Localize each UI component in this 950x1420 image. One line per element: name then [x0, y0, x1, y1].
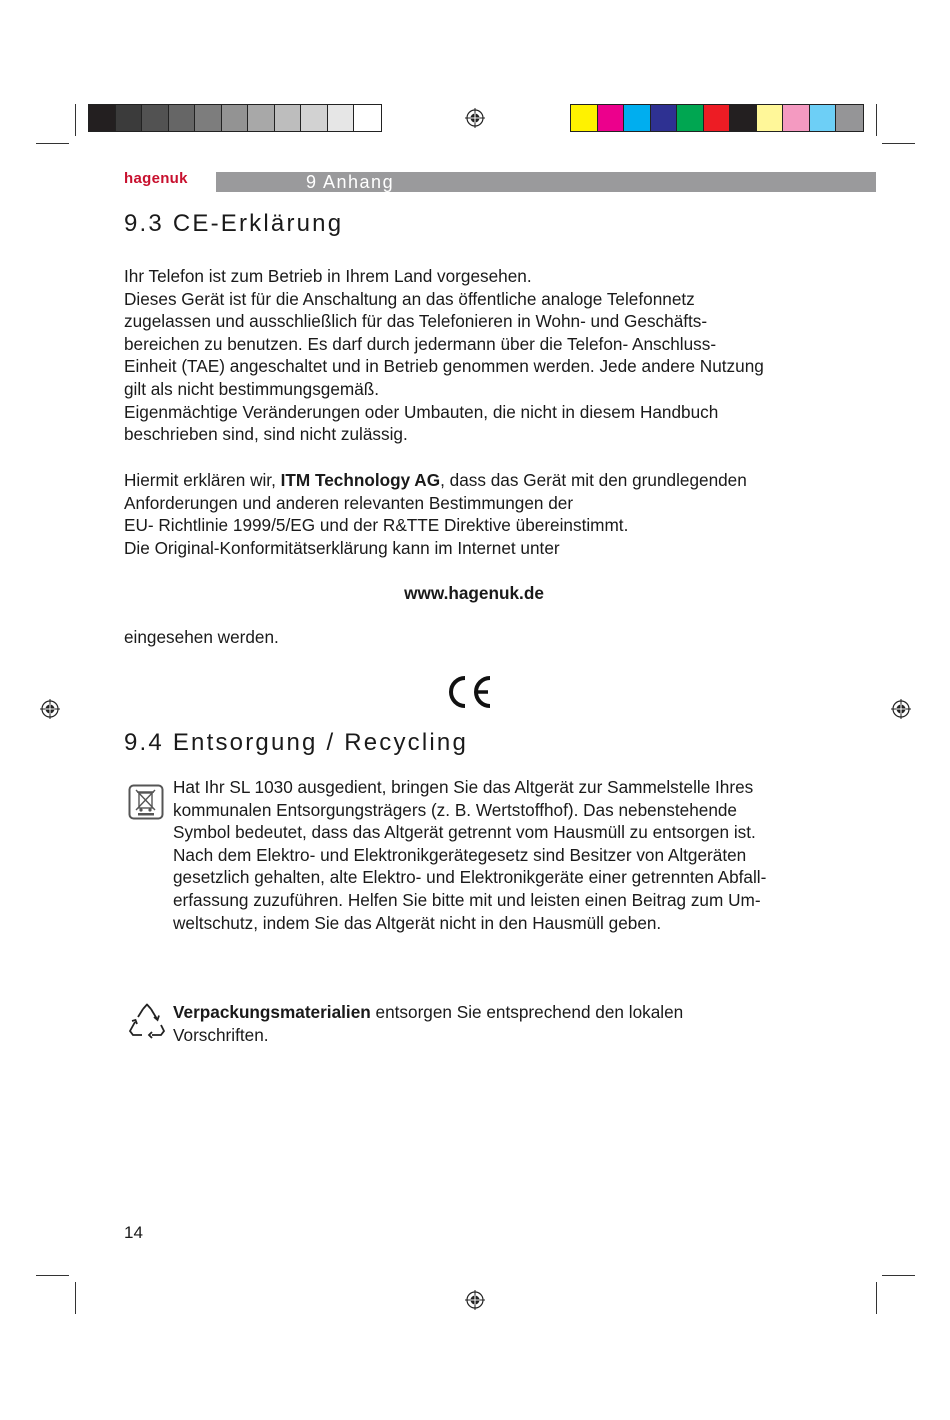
color-swatch	[142, 105, 169, 131]
text-line: gilt als nicht bestimmungsgemäß.	[124, 378, 380, 399]
color-swatch	[248, 105, 275, 131]
weee-paragraph	[173, 776, 766, 934]
text-line: gesetzlich gehalten, alte Elektro- und Elektronikgeräte einer getrennten Abfall-	[173, 867, 767, 888]
text-line: Dieses Gerät ist für die Anschaltung an das öffentliche analoge Telefonnetz	[124, 288, 695, 309]
color-swatch	[328, 105, 355, 131]
text-line: erfassung zuzuführen. Helfen Sie bitte mit und leisten einen Beitrag zum Um-	[173, 889, 761, 910]
grayscale-color-bar	[88, 104, 382, 132]
color-swatch	[730, 105, 757, 131]
text-line: Vorschriften.	[173, 1024, 269, 1045]
color-swatch	[116, 105, 143, 131]
text-line: weltschutz, indem Sie das Altgerät nicht in den Hausmüll geben.	[173, 912, 662, 933]
website-url: www.hagenuk.de	[404, 583, 544, 603]
text-span: , dass das Gerät mit den grundlegenden	[440, 470, 747, 490]
color-swatch	[704, 105, 731, 131]
color-swatch	[222, 105, 249, 131]
crop-mark	[75, 1282, 76, 1314]
crop-mark	[75, 104, 76, 136]
text-line: bereichen zu benutzen. Es darf durch jedermann über die Telefon- Anschluss-	[124, 333, 717, 354]
company-name: ITM Technology AG	[280, 470, 441, 490]
text-line: Symbol bedeutet, dass das Altgerät getrennt vom Hausmüll zu entsorgen ist.	[173, 822, 756, 843]
color-swatch	[275, 105, 302, 131]
registration-mark-icon	[40, 699, 60, 719]
crop-mark	[36, 143, 69, 144]
crop-mark	[876, 1282, 877, 1314]
color-swatch	[195, 105, 222, 131]
page-number: 14	[124, 1223, 143, 1242]
color-swatch	[354, 105, 381, 131]
brand-logo: hagenuk	[124, 170, 188, 187]
text-line: beschrieben sind, sind nicht zulässig.	[124, 424, 408, 445]
color-swatch	[677, 105, 704, 131]
color-swatch	[810, 105, 837, 131]
text-line: Die Original-Konformitätserklärung kann im Internet unter	[124, 537, 560, 558]
chapter-header-bar	[216, 172, 876, 192]
text-line: zugelassen und ausschließlich für das Telefonieren in Wohn- und Geschäfts-	[124, 311, 708, 332]
color-swatch	[169, 105, 196, 131]
color-swatch	[783, 105, 810, 131]
text-line: Anforderungen und anderen relevanten Bestimmungen der	[124, 492, 574, 513]
crop-mark	[36, 1275, 69, 1276]
color-swatch	[757, 105, 784, 131]
crossed-out-wheelie-bin-icon	[128, 784, 164, 820]
recycling-triangle-icon	[128, 1003, 166, 1039]
chapter-title: 9 Anhang	[306, 172, 395, 192]
text-line: Hat Ihr SL 1030 ausgedient, bringen Sie das Altgerät zur Sammelstelle Ihres	[173, 777, 754, 797]
text-line: Nach dem Elektro- und Elektronikgerätegesetz sind Besitzer von Altgeräten	[173, 844, 747, 865]
registration-mark-icon	[465, 108, 485, 128]
section-title-recycling: 9.4 Entsorgung / Recycling	[124, 729, 469, 756]
registration-mark-icon	[891, 699, 911, 719]
text-line	[173, 1001, 683, 1024]
crop-mark	[882, 143, 915, 144]
packaging-paragraph	[173, 1001, 683, 1046]
color-swatch	[651, 105, 678, 131]
ce-paragraph-2	[124, 469, 747, 559]
ce-paragraph-3: eingesehen werden.	[124, 627, 279, 647]
text-span: entsorgen Sie entsprechend den lokalen	[370, 1002, 684, 1022]
color-swatch	[571, 105, 598, 131]
color-swatch	[89, 105, 116, 131]
registration-mark-icon	[465, 1290, 485, 1310]
packaging-term: Verpackungsmaterialien	[173, 1002, 371, 1022]
ce-paragraph-1	[124, 265, 764, 446]
color-swatch	[301, 105, 328, 131]
text-line	[124, 469, 747, 492]
ce-mark-icon	[446, 675, 494, 709]
color-swatch	[598, 105, 625, 131]
crop-mark	[876, 104, 877, 136]
text-line: EU- Richtlinie 1999/5/EG und der R&TTE Direktive übereinstimmt.	[124, 515, 629, 536]
text-line: kommunalen Entsorgungsträgers (z. B. Wertstoffhof). Das nebenstehende	[173, 799, 737, 820]
color-swatch	[836, 105, 863, 131]
text-line: Eigenmächtige Veränderungen oder Umbauten, die nicht in diesem Handbuch	[124, 401, 719, 422]
text-span: Hiermit erklären wir,	[124, 470, 281, 490]
color-swatch	[624, 105, 651, 131]
text-line: Einheit (TAE) angeschaltet und in Betrieb genommen werden. Jede andere Nutzung	[124, 356, 764, 377]
text-line: Ihr Telefon ist zum Betrieb in Ihrem Land vorgesehen.	[124, 266, 532, 286]
section-title-ce: 9.3 CE-Erklärung	[124, 210, 344, 237]
process-color-bar	[570, 104, 864, 132]
crop-mark	[882, 1275, 915, 1276]
